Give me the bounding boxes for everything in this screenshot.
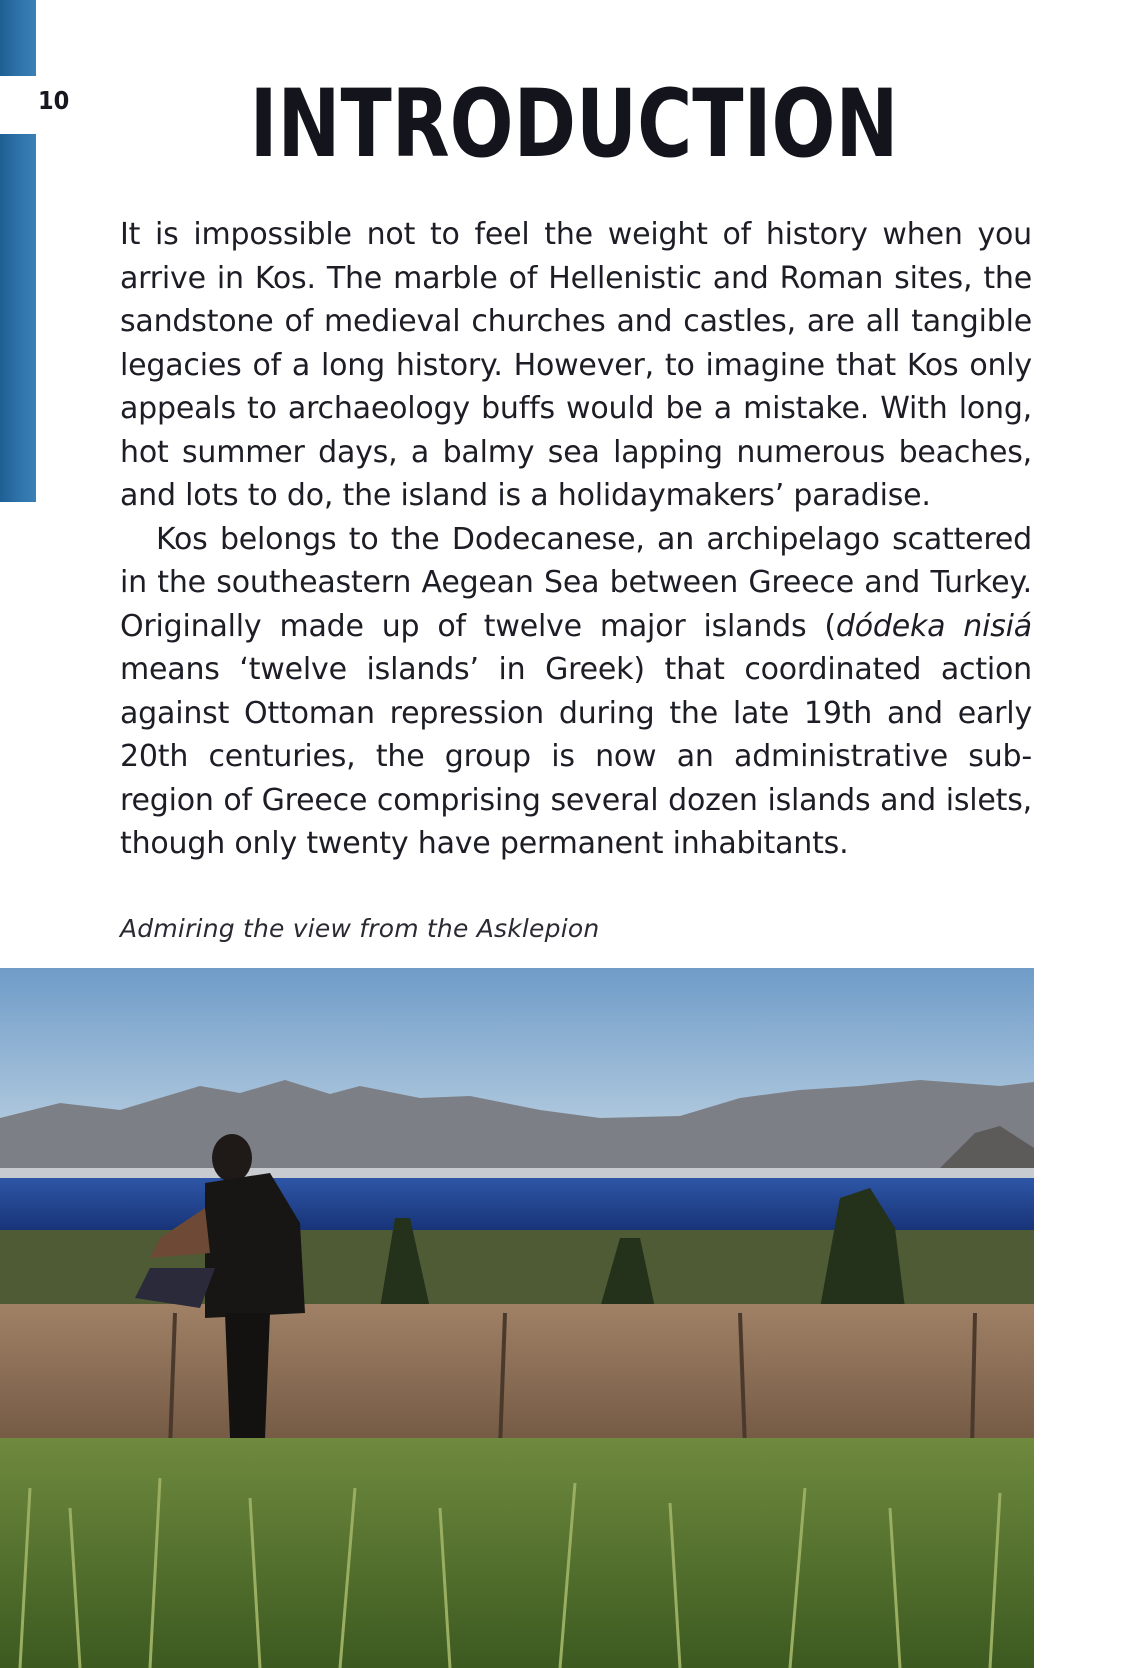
coastal-town — [0, 1168, 1034, 1178]
page-number-background — [0, 76, 36, 134]
photo-caption: Admiring the view from the Asklepion — [120, 914, 600, 943]
body-text — [120, 213, 1032, 866]
stone-wall — [0, 1304, 1034, 1459]
paragraph-1: It is impossible not to feel the weight of history when you arrive in Kos. The marble of Hellenistic and Roman sites, the sandstone of medieval churches and castles, are all tangible legacies of a long history. However, to imagine that Kos only appeals to archaeology buffs would be a mistake. With long, hot summer days, a balmy sea lapping numerous beaches, and lots to do, the island is a holidaymakers’ paradise. — [120, 217, 1032, 513]
paragraph-2-start: Kos belongs to the Dodecanese, an archipelago scattered in the southeastern Aegean Sea between Greece and Turkey. Originally made up of twelve major islands ( — [120, 521, 1032, 644]
asklepion-view-photo — [0, 968, 1034, 1668]
paragraph-2-end: means ‘twelve islands’ in Greek) that coordinated action against Ottoman repression during the late 19th and early 20th centuries, the group is now an administrative sub-region of Greece comprising several dozen islands and islets, though only twenty have permanent inhabitants. — [120, 652, 1032, 861]
page-title: INTRODUCTION — [249, 70, 899, 179]
greek-term: dódeka nisiá — [835, 608, 1032, 644]
page-number: 10 — [38, 86, 70, 115]
paragraph-2 — [120, 518, 1032, 866]
